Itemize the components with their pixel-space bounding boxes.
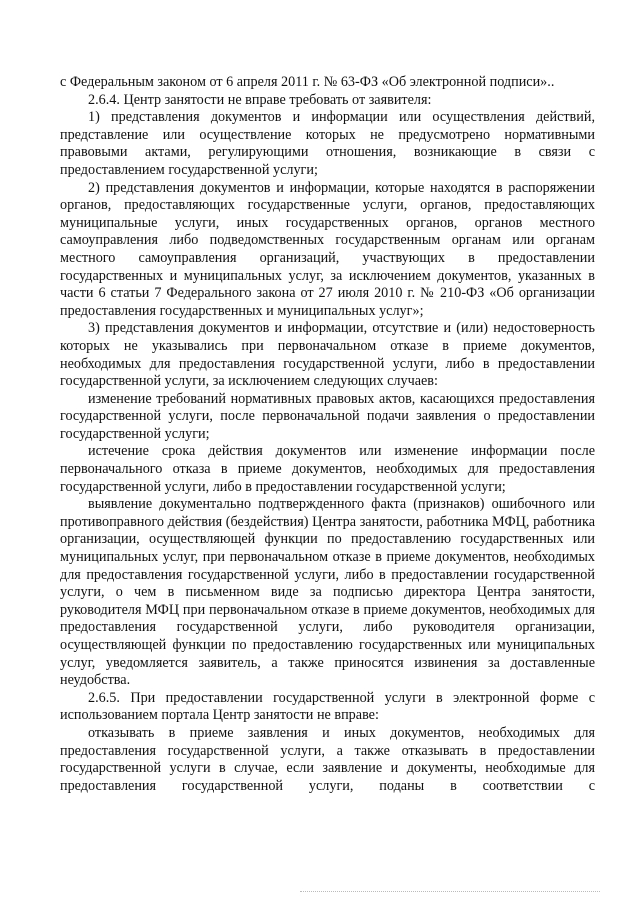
paragraph-item-2: 2) представления документов и информации, которые находятся в распоряжении органов, предоставляющих государственные услуги, органов, предоставляющих муниципальные услуги, иных государственных органов, органов местного самоуправления либо подведомственных государственным органам или органам местного самоуправления организаций, участвующих в предоставлении государственных и муниципальных услуг, за исключением документов, указанных в части 6 статьи 7 Федерального закона от 27 июля 2010 г. № 210-ФЗ «Об организации предоставления государственных и муниципальных услуг»; <box>60 179 595 319</box>
document-page <box>60 74 595 795</box>
paragraph-exception-3: выявление документально подтвержденного факта (признаков) ошибочного или противоправного действия (бездействия) Центра занятости, работника МФЦ, работника организации, осуществляющей функции по предоставлению государственных или муниципальных услуг, при первоначальном отказе в приеме документов, необходимых для предоставления государственной услуги, либо в предоставлении государственной услуги, о чем в письменном виде за подписью директора Центра занятости, руководителя МФЦ при первоначальном отказе в приеме документов, необходимых для предоставления государственной услуги, либо руководителя организации, осуществляющей функции по предоставлению государственных или муниципальных услуг, уведомляется заявитель, а также приносятся извинения за доставленные неудобства. <box>60 496 595 689</box>
paragraph-exception-1: изменение требований нормативных правовых актов, касающихся предоставления государственной услуги, после первоначальной подачи заявления о предоставлении государственной услуги; <box>60 390 595 442</box>
paragraph-exception-2: истечение срока действия документов или изменение информации после первоначального отказа в приеме документов, необходимых для предоставления государственной услуги, либо в предоставлении государственной услуги; <box>60 443 595 495</box>
paragraph-item-1: 1) представления документов и информации или осуществления действий, представление или осуществление которых не предусмотрено нормативными правовыми актами, регулирующими отношения, возникающие в связи с предоставлением государственной услуги; <box>60 109 595 178</box>
paragraph-2-6-5: 2.6.5. При предоставлении государственной услуги в электронной форме с использованием портала Центр занятости не вправе: <box>60 689 595 724</box>
paragraph-2-6-4: 2.6.4. Центр занятости не вправе требовать от заявителя: <box>88 91 432 108</box>
paragraph-2-6-5-item: отказывать в приеме заявления и иных документов, необходимых для предоставления государственной услуги, а также отказывать в предоставлении государственной услуги в случае, если заявление и документы, необходимые для предоставления государственной услуги, поданы в соответствии с <box>60 724 595 794</box>
paragraph-item-3: 3) представления документов и информации, отсутствие и (или) недостоверность которых не указывались при первоначальном отказе в приеме документов, необходимых для предоставления государственной услуги, либо в предоставлении государственной услуги, за исключением следующих случаев: <box>60 320 595 390</box>
scan-footer-rule <box>300 891 600 892</box>
paragraph-continuation: с Федеральным законом от 6 апреля 2011 г. № 63-ФЗ «Об электронной подписи».. <box>60 74 555 90</box>
